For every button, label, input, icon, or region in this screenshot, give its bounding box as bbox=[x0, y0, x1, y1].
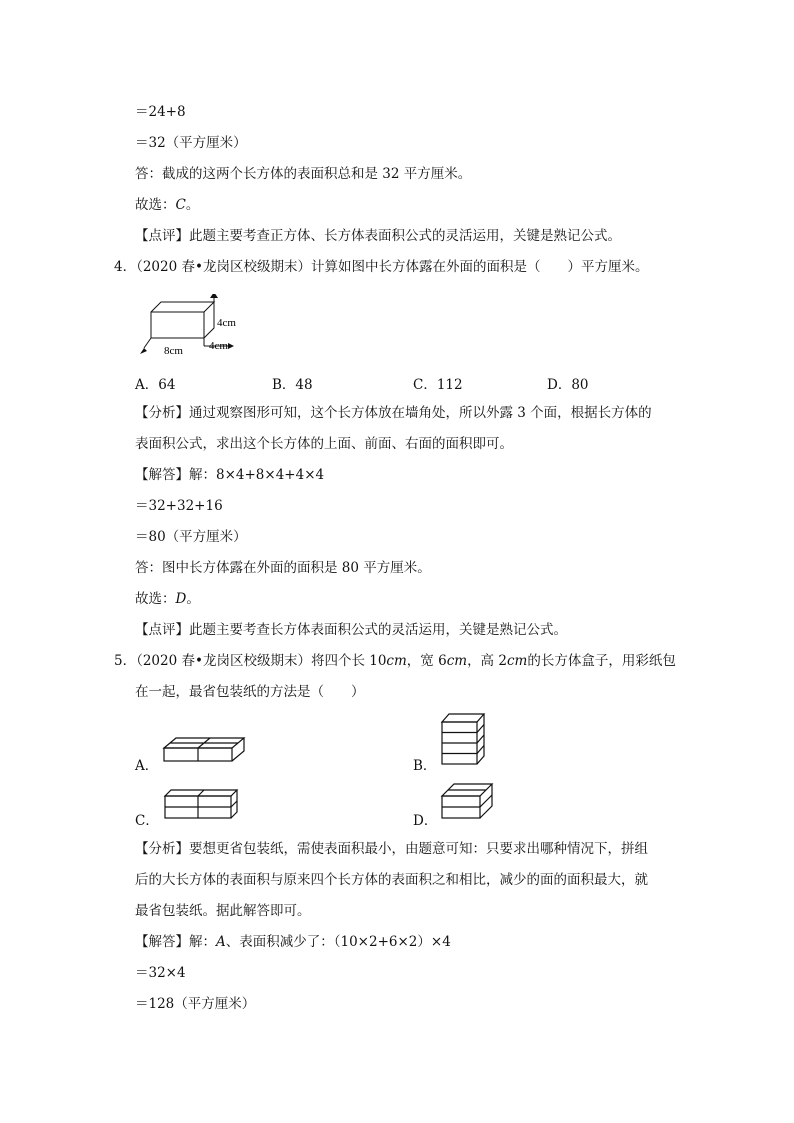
analysis-text: 表面积公式，求出这个长方体的上面、前面、右面的面积即可。 bbox=[135, 436, 513, 452]
analysis-text: 【分析】要想更省包装纸，需使表面积最小，由题意可知：只要求出哪种情况下，拼组 bbox=[135, 841, 648, 857]
analysis-text: 最省包装纸。据此解答即可。 bbox=[135, 903, 311, 919]
answer-text: 答：图中长方体露在外面的面积是 80 平方厘米。 bbox=[135, 560, 431, 576]
option-d-figure[interactable] bbox=[440, 782, 494, 820]
answer-text: 答：截成的这两个长方体的表面积总和是 32 平方厘米。 bbox=[135, 166, 472, 182]
analysis-text: 【分析】通过观察图形可知，这个长方体放在墙角处，所以外露 3 个面，根据长方体的 bbox=[135, 405, 652, 421]
question-stem: 5．（2020 春•龙岗区校级期末）将四个长 10cm，宽 6cm，高 2cm的长方体盒子，用彩纸包 bbox=[114, 653, 676, 669]
option-a-label[interactable]: A． bbox=[135, 758, 159, 774]
solution-text: 【解答】解：A、表面积减少了：（10×2+6×2）×4 bbox=[135, 934, 451, 950]
calc-step: ＝32（平方厘米） bbox=[135, 135, 247, 151]
depth-label: 4cm bbox=[209, 340, 228, 352]
option-d-label[interactable]: D． bbox=[413, 813, 438, 829]
option-a[interactable]: A．64 bbox=[135, 377, 176, 393]
comment-text: 【点评】此题主要考查正方体、长方体表面积公式的灵活运用，关键是熟记公式。 bbox=[135, 228, 621, 244]
question-stem: 4．（2020 春•龙岗区校级期末）计算如图中长方体露在外面的面积是（ ）平方厘米。 bbox=[114, 259, 649, 275]
height-label: 4cm bbox=[217, 317, 236, 329]
question-stem-line2: 在一起，最省包装纸的方法是（ ） bbox=[135, 684, 365, 700]
calc-step: ＝32+32+16 bbox=[135, 498, 223, 514]
choice-text: 故选：C。 bbox=[135, 197, 200, 213]
analysis-text: 后的大长方体的表面积与原来四个长方体的表面积之和相比，减少的面的面积最大，就 bbox=[135, 872, 648, 888]
option-c[interactable]: C．112 bbox=[413, 377, 463, 393]
solution-text: 【解答】解：8×4+8×4+4×4 bbox=[135, 467, 325, 483]
comment-text: 【点评】此题主要考查长方体表面积公式的灵活运用，关键是熟记公式。 bbox=[135, 622, 567, 638]
option-b[interactable]: B．48 bbox=[272, 377, 313, 393]
calc-step: ＝24+8 bbox=[135, 104, 186, 120]
option-b-figure[interactable] bbox=[440, 712, 486, 766]
calc-step: ＝128（平方厘米） bbox=[135, 996, 256, 1012]
calc-step: ＝32×4 bbox=[135, 965, 186, 981]
choice-text: 故选：D。 bbox=[135, 591, 200, 607]
option-d[interactable]: D．80 bbox=[547, 377, 589, 393]
option-c-label[interactable]: C． bbox=[135, 813, 159, 829]
length-label: 8cm bbox=[164, 345, 183, 357]
calc-step: ＝80（平方厘米） bbox=[135, 529, 247, 545]
option-a-figure[interactable] bbox=[162, 732, 246, 764]
option-b-label[interactable]: B． bbox=[413, 758, 437, 774]
cuboid-figure bbox=[136, 294, 246, 358]
option-c-figure[interactable] bbox=[163, 788, 239, 820]
